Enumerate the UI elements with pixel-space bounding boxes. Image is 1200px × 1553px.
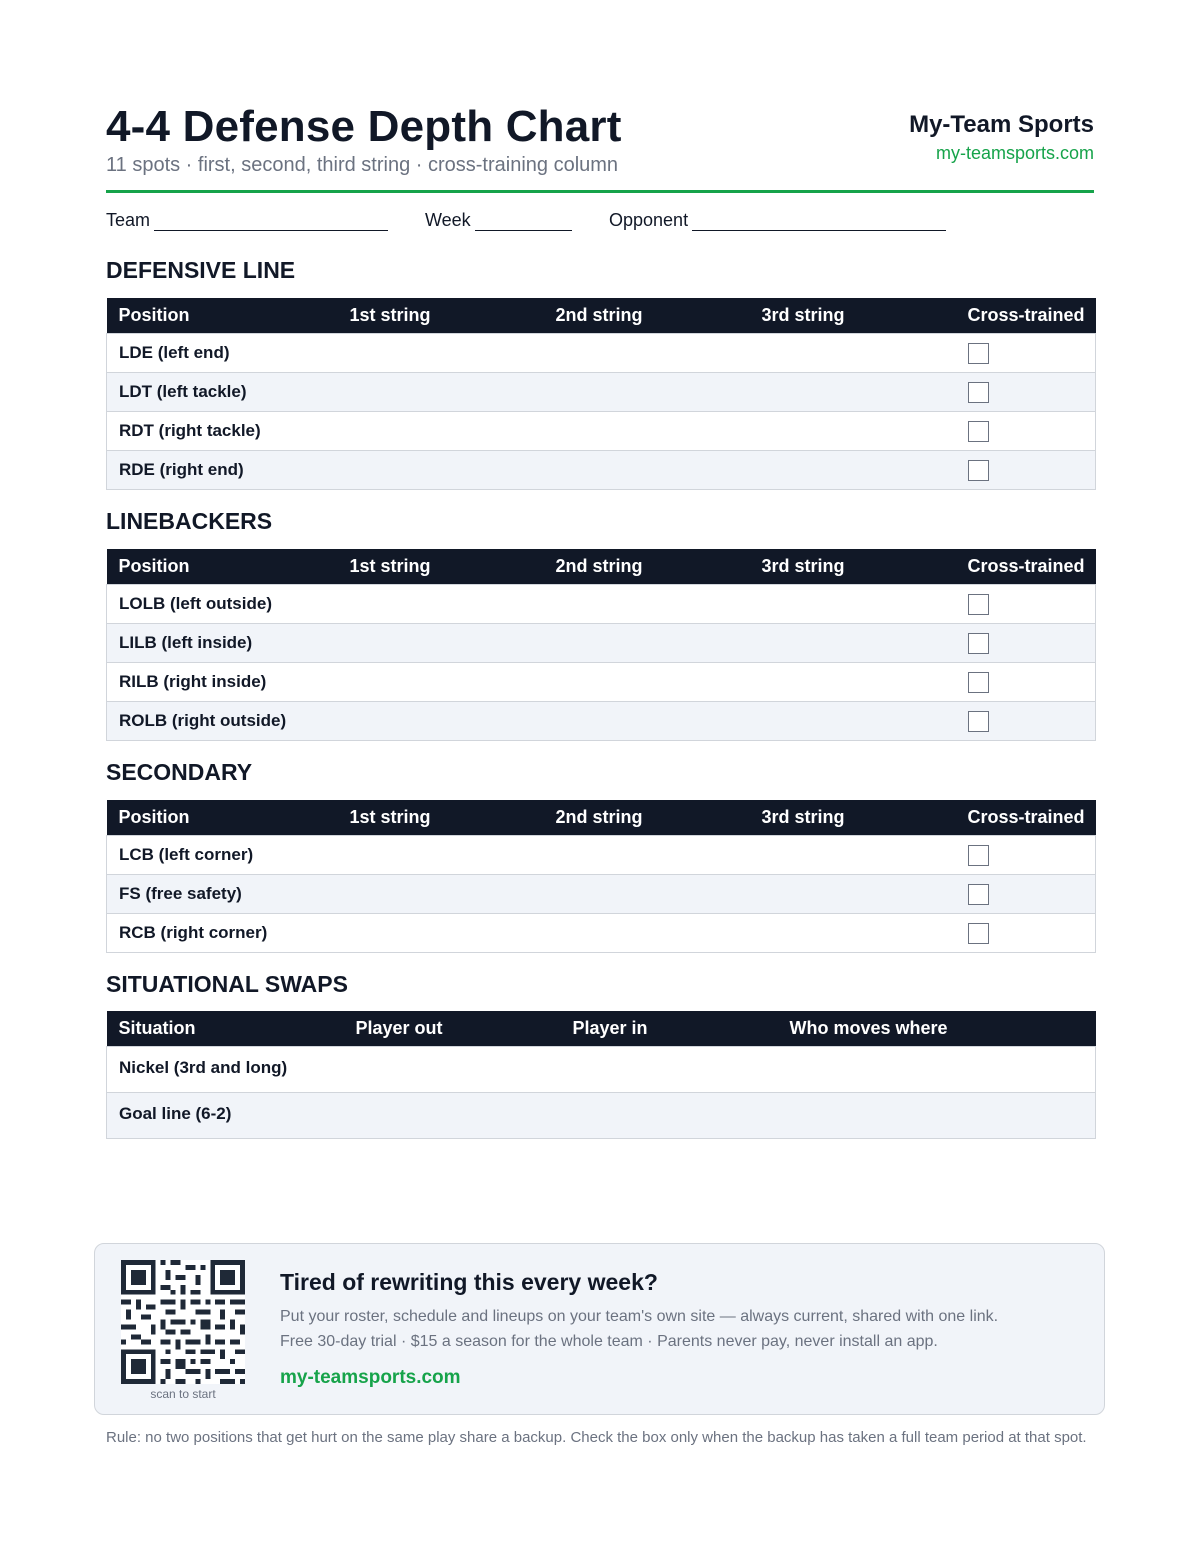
table-row xyxy=(107,334,1096,373)
position-cell: RILB (right inside) xyxy=(107,663,338,702)
cross-trained-cell xyxy=(956,624,1096,663)
qr-code-icon[interactable] xyxy=(121,1260,245,1384)
third-string-cell[interactable] xyxy=(750,836,956,875)
secondary-table xyxy=(106,800,1096,953)
opponent-label: Opponent xyxy=(609,210,689,230)
first-string-cell[interactable] xyxy=(338,624,544,663)
cross-trained-cell xyxy=(956,373,1096,412)
column-header: 1st string xyxy=(338,549,544,585)
first-string-cell[interactable] xyxy=(338,334,544,373)
column-header: 2nd string xyxy=(544,549,750,585)
second-string-cell[interactable] xyxy=(544,836,750,875)
week-blank[interactable] xyxy=(475,210,572,231)
cross-trained-cell xyxy=(956,663,1096,702)
cross-trained-cell xyxy=(956,702,1096,741)
second-string-cell[interactable] xyxy=(544,451,750,490)
cross-trained-checkbox[interactable] xyxy=(968,845,989,866)
first-string-cell[interactable] xyxy=(338,875,544,914)
second-string-cell[interactable] xyxy=(544,663,750,702)
column-header: 3rd string xyxy=(750,298,956,334)
third-string-cell[interactable] xyxy=(750,663,956,702)
footnote-rule: Rule: no two positions that get hurt on the same play share a backup. Check the box only when the backup has taken a full team period at that spot. xyxy=(106,1429,1087,1446)
cross-trained-checkbox[interactable] xyxy=(968,460,989,481)
cross-trained-cell xyxy=(956,836,1096,875)
third-string-cell[interactable] xyxy=(750,624,956,663)
column-header: Player in xyxy=(561,1011,778,1047)
page-title: 4-4 Defense Depth Chart xyxy=(106,102,622,151)
position-cell: RDT (right tackle) xyxy=(107,412,338,451)
table-row xyxy=(107,914,1096,953)
player-out-cell[interactable] xyxy=(344,1047,561,1093)
third-string-cell[interactable] xyxy=(750,451,956,490)
second-string-cell[interactable] xyxy=(544,373,750,412)
section-title-defensive-line: DEFENSIVE LINE xyxy=(106,257,296,283)
first-string-cell[interactable] xyxy=(338,373,544,412)
position-cell: ROLB (right outside) xyxy=(107,702,338,741)
column-header: 1st string xyxy=(338,800,544,836)
column-header: Who moves where xyxy=(778,1011,1096,1047)
player-out-cell[interactable] xyxy=(344,1093,561,1139)
second-string-cell[interactable] xyxy=(544,875,750,914)
first-string-cell[interactable] xyxy=(338,663,544,702)
cross-trained-checkbox[interactable] xyxy=(968,343,989,364)
first-string-cell[interactable] xyxy=(338,585,544,624)
cross-trained-checkbox[interactable] xyxy=(968,382,989,403)
column-header: Position xyxy=(107,800,338,836)
table-header-row xyxy=(107,1011,1096,1047)
column-header: Position xyxy=(107,549,338,585)
second-string-cell[interactable] xyxy=(544,412,750,451)
first-string-cell[interactable] xyxy=(338,412,544,451)
first-string-cell[interactable] xyxy=(338,702,544,741)
table-header-row xyxy=(107,298,1096,334)
column-header: Position xyxy=(107,298,338,334)
section-title-linebackers: LINEBACKERS xyxy=(106,508,273,534)
cross-trained-checkbox[interactable] xyxy=(968,923,989,944)
cross-trained-cell xyxy=(956,334,1096,373)
table-row xyxy=(107,875,1096,914)
week-field[interactable] xyxy=(425,210,572,231)
cross-trained-cell xyxy=(956,875,1096,914)
third-string-cell[interactable] xyxy=(750,875,956,914)
second-string-cell[interactable] xyxy=(544,914,750,953)
second-string-cell[interactable] xyxy=(544,702,750,741)
column-header: 2nd string xyxy=(544,298,750,334)
cross-trained-cell xyxy=(956,412,1096,451)
promo-url-link[interactable]: my-teamsports.com xyxy=(280,1367,461,1388)
cross-trained-checkbox[interactable] xyxy=(968,421,989,442)
page-header xyxy=(106,100,1094,194)
promo-title: Tired of rewriting this every week? xyxy=(280,1269,658,1295)
column-header: 1st string xyxy=(338,298,544,334)
cross-trained-checkbox[interactable] xyxy=(968,594,989,615)
table-row xyxy=(107,836,1096,875)
situation-cell: Goal line (6-2) xyxy=(107,1093,344,1139)
second-string-cell[interactable] xyxy=(544,334,750,373)
third-string-cell[interactable] xyxy=(750,412,956,451)
qr-caption: scan to start xyxy=(150,1387,216,1401)
column-header: 3rd string xyxy=(750,549,956,585)
third-string-cell[interactable] xyxy=(750,585,956,624)
defensive-line-table xyxy=(106,298,1096,490)
promo-features: Free 30-day trial · $15 a season for the whole team · Parents never pay, never install an app. xyxy=(280,1333,938,1350)
brand-url-link[interactable]: my-teamsports.com xyxy=(935,143,1094,163)
table-row xyxy=(107,412,1096,451)
table-row xyxy=(107,624,1096,663)
position-cell: RDE (right end) xyxy=(107,451,338,490)
player-in-cell[interactable] xyxy=(561,1047,778,1093)
third-string-cell[interactable] xyxy=(750,914,956,953)
team-field[interactable] xyxy=(106,210,388,231)
situational-swaps-table xyxy=(106,1011,1096,1139)
second-string-cell[interactable] xyxy=(544,585,750,624)
table-row xyxy=(107,663,1096,702)
position-cell: LOLB (left outside) xyxy=(107,585,338,624)
position-cell: FS (free safety) xyxy=(107,875,338,914)
table-row xyxy=(107,1093,1096,1139)
page-subtitle: 11 spots · first, second, third string · cross-training column xyxy=(106,154,619,176)
position-cell: LILB (left inside) xyxy=(107,624,338,663)
table-row xyxy=(107,702,1096,741)
team-blank[interactable] xyxy=(154,210,388,231)
promo-description: Put your roster, schedule and lineups on your team's own site — always current, shared with one link. xyxy=(280,1308,999,1325)
linebackers-table xyxy=(106,549,1096,741)
third-string-cell[interactable] xyxy=(750,334,956,373)
first-string-cell[interactable] xyxy=(338,451,544,490)
opponent-blank[interactable] xyxy=(692,210,946,231)
column-header: Situation xyxy=(107,1011,344,1047)
who-moves-where-cell[interactable] xyxy=(778,1047,1096,1093)
cross-trained-checkbox[interactable] xyxy=(968,633,989,654)
cross-trained-cell xyxy=(956,451,1096,490)
position-cell: LDT (left tackle) xyxy=(107,373,338,412)
team-label: Team xyxy=(106,210,151,230)
cross-trained-checkbox[interactable] xyxy=(968,672,989,693)
section-title-situational-swaps: SITUATIONAL SWAPS xyxy=(106,971,348,997)
column-header: 3rd string xyxy=(750,800,956,836)
second-string-cell[interactable] xyxy=(544,624,750,663)
table-row xyxy=(107,585,1096,624)
player-in-cell[interactable] xyxy=(561,1093,778,1139)
first-string-cell[interactable] xyxy=(338,914,544,953)
table-row xyxy=(107,1047,1096,1093)
column-header: Cross-trained xyxy=(956,800,1096,836)
table-row xyxy=(107,373,1096,412)
cross-trained-checkbox[interactable] xyxy=(968,711,989,732)
week-label: Week xyxy=(425,210,471,230)
column-header: Player out xyxy=(344,1011,561,1047)
brand-name: My-Team Sports xyxy=(909,111,1094,138)
third-string-cell[interactable] xyxy=(750,373,956,412)
third-string-cell[interactable] xyxy=(750,702,956,741)
opponent-field[interactable] xyxy=(609,210,946,231)
table-row xyxy=(107,451,1096,490)
situation-cell: Nickel (3rd and long) xyxy=(107,1047,344,1093)
column-header: 2nd string xyxy=(544,800,750,836)
team-info-row xyxy=(106,210,1094,234)
table-header-row xyxy=(107,549,1096,585)
who-moves-where-cell[interactable] xyxy=(778,1093,1096,1139)
column-header: Cross-trained xyxy=(956,549,1096,585)
cross-trained-cell xyxy=(956,914,1096,953)
cross-trained-cell xyxy=(956,585,1096,624)
header-divider xyxy=(106,190,1094,193)
column-header: Cross-trained xyxy=(956,298,1096,334)
position-cell: LDE (left end) xyxy=(107,334,338,373)
cross-trained-checkbox[interactable] xyxy=(968,884,989,905)
table-header-row xyxy=(107,800,1096,836)
position-cell: RCB (right corner) xyxy=(107,914,338,953)
position-cell: LCB (left corner) xyxy=(107,836,338,875)
section-title-secondary: SECONDARY xyxy=(106,759,253,785)
promo-banner xyxy=(94,1243,1105,1415)
first-string-cell[interactable] xyxy=(338,836,544,875)
